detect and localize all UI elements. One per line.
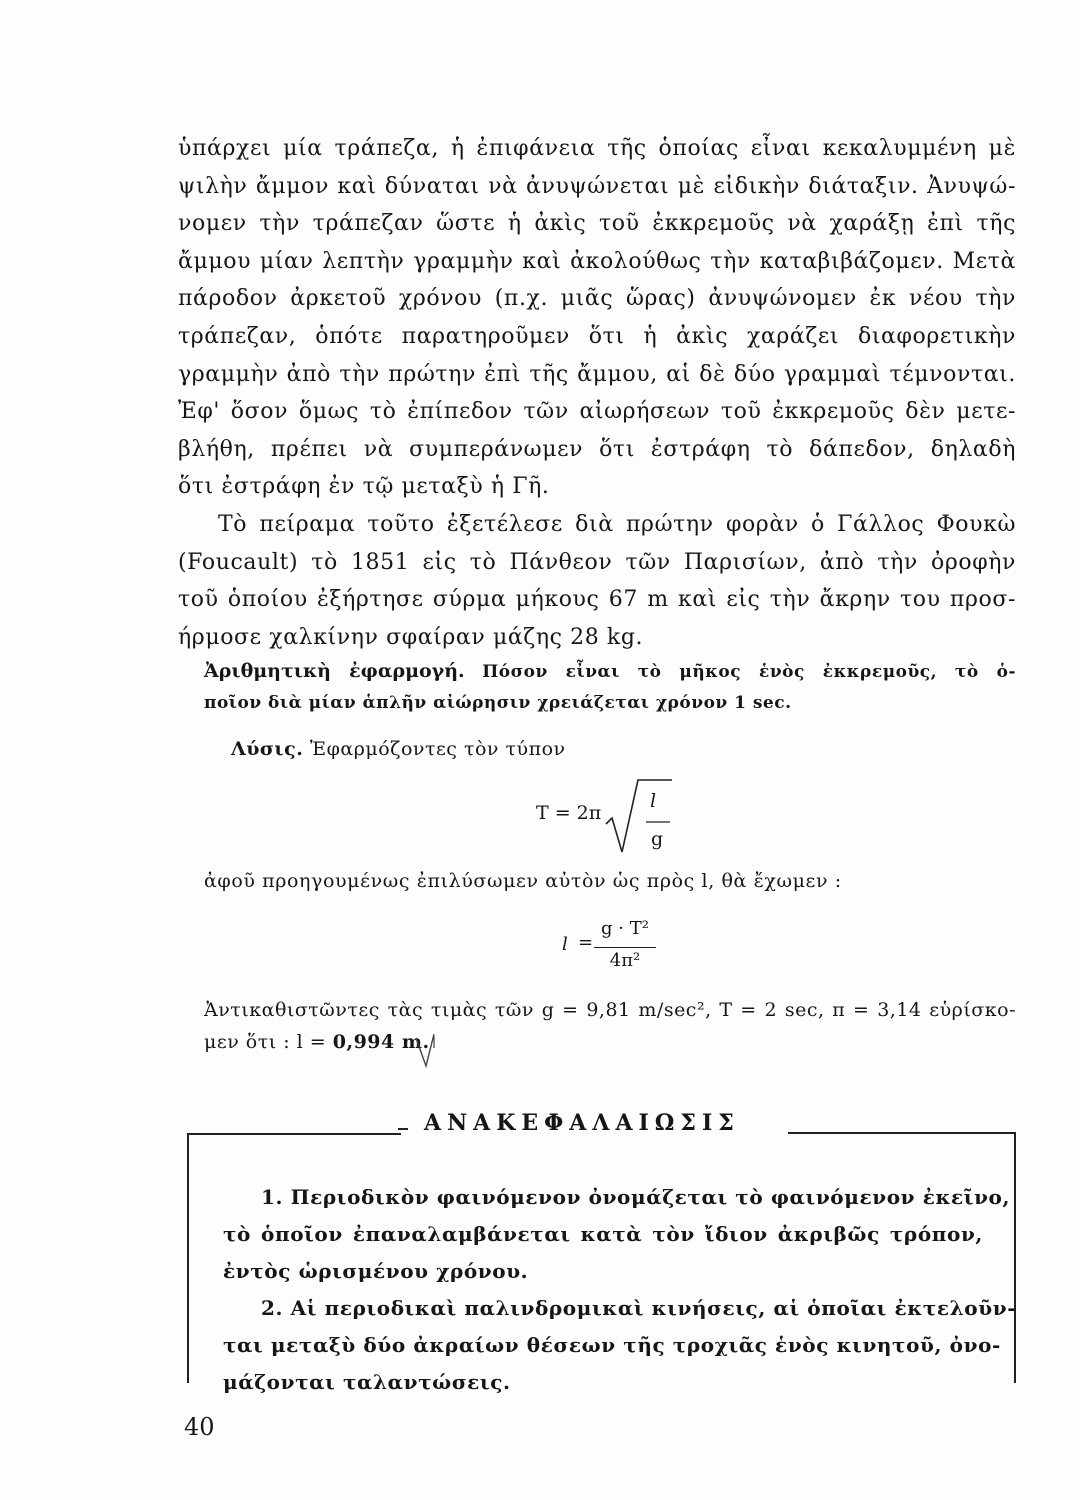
text-line: νομεν τὴν τράπεζαν ὥστε ἡ ἀκὶς τοῦ ἐκκρεμοῦς νὰ χαράξῃ ἐπὶ τῆς [178,211,1016,237]
text-line: Ἐφ' ὅσον ὅμως τὸ ἐπίπεδον τῶν αἰωρήσεων τοῦ ἐκκρεμοῦς δὲν μετε- [178,399,1016,425]
text-line: Τὸ πείραμα τοῦτο ἐξετέλεσε διὰ πρώτην φορὰν ὁ Γάλλος Φουκὼ [218,511,1016,537]
fraction-bar [594,947,656,948]
summary-items [223,1179,1017,1401]
pen-checkmark-mark [412,1028,448,1070]
formula2-denominator: 4π² [609,950,641,971]
formula2-lhs: l [562,934,568,955]
text-line: γραμμὴν ἀπὸ τὴν πρώτην ἐπὶ τῆς ἄμμου, αἱ δὲ δύο γραμμαὶ τέμνονται. [178,361,1016,387]
text-line: Ἀντικαθιστῶντες τὰς τιμὰς τῶν g = 9,81 m/sec², T = 2 sec, π = 3,14 εὑρίσκο- [204,999,1016,1021]
solution-text: Ἐφαρμόζοντες τὸν τύπον [309,738,566,760]
summary-line: 1. Περιοδικὸν φαινόμενον ὀνομάζεται τὸ φαινόμενον ἐκεῖνο, [261,1185,1011,1209]
text-line: ὅτι ἐστράφη ἐν τῷ μεταξὺ ἡ Γῆ. [178,474,550,500]
text-line: πάροδον ἀρκετοῦ χρόνου (π.χ. μιᾶς ὥρας) ἀνυψώνομεν ἐκ νέου τὴν [178,286,1016,312]
text-line: ἄμμου μίαν λεπτὴν γραμμὴν καὶ ἀκολούθως τὴν καταβιβάζομεν. Μετὰ [178,248,1016,274]
summary-title: ΑΝΑΚΕΦΑΛΑΙΩΣΙΣ [424,1110,740,1136]
length-formula [562,918,682,978]
formula-denominator: g [651,828,664,850]
body-text [178,130,1016,656]
formula2-equals: = [578,932,594,953]
result-prefix: μεν ὅτι : l = [204,1031,333,1053]
summary-box [187,1133,1017,1394]
text-line: (Foucault) τὸ 1851 εἰς τὸ Πάνθεον τῶν Παρισίων, ἀπὸ τὴν ὀροφὴν [178,549,1016,575]
summary-line: ἐντὸς ὡρισμένου χρόνου. [223,1259,529,1283]
text-line: ήρμοσε χαλκίνην σφαίραν μάζης 28 kg. [178,624,644,650]
formula-numerator: l [650,790,657,812]
page-number: 40 [184,1413,215,1441]
example-line: ποῖον διὰ μίαν ἁπλῆν αἰώρησιν χρειάζεται χρόνον 1 sec. [204,693,792,713]
solution-label: Λύσις. [231,738,304,760]
example-title: Ἀριθμητικὴ ἐφαρμογή. [204,660,465,682]
example-question: Πόσον εἶναι τὸ μῆκος ἑνὸς ἐκκρεμοῦς, τὸ ὁ- [482,662,1017,682]
text-line: ὑπάρχει μία τράπεζα, ἡ ἐπιφάνεια τῆς ὁποίας εἶναι κεκαλυμμένη μὲ [178,136,1016,161]
pendulum-period-formula [536,778,696,858]
text-line: τοῦ ὁποίου ἐξήρτησε σύρμα μήκους 67 m καὶ εἰς τὴν ἄκρην του προσ- [178,587,1016,613]
text-line [204,1026,1016,1058]
result-value: 0,994 m. [332,1031,430,1053]
formula-lhs: T = 2π [536,802,602,824]
solution-intro [231,738,566,760]
text-line: τράπεζαν, ὁπότε παρατηροῦμεν ὅτι ἡ ἀκὶς χαράζει διαφορετικὴν [178,323,1016,349]
substitution-text [204,994,1016,1058]
heading-rule-left [398,1128,408,1130]
formula2-numerator: g · T² [601,918,649,939]
square-root-sign [604,778,674,858]
summary-line: τὸ ὁποῖον ἐπαναλαμβάνεται κατὰ τὸν ἴδιον ἀκριβῶς τρόπον, [223,1222,983,1246]
summary-line: μάζονται ταλαντώσεις. [223,1370,511,1394]
summary-line: 2. Αἱ περιοδικαὶ παλινδρομικαὶ κινήσεις, αἱ ὁποῖαι ἐκτελοῦν- [261,1296,1017,1320]
summary-line: ται μεταξὺ δύο ἀκραίων θέσεων τῆς τροχιᾶς ἑνὸς κινητοῦ, ὀνο- [223,1333,1001,1357]
after-formula-text: ἀφοῦ προηγουμένως ἐπιλύσωμεν αὐτὸν ὡς πρὸς l, θὰ ἔχωμεν : [204,870,842,892]
numerical-example [204,656,1016,719]
text-line: ψιλὴν ἄμμον καὶ δύναται νὰ ἀνυψώνεται μὲ εἰδικὴν διάταξιν. Ἀνυψώ- [178,173,1016,199]
text-line: βλήθη, πρέπει νὰ συμπεράνωμεν ὅτι ἐστράφη τὸ δάπεδον, δηλαδὴ [178,436,1016,462]
example-line [204,656,1016,688]
box-top-rule [187,1133,401,1135]
